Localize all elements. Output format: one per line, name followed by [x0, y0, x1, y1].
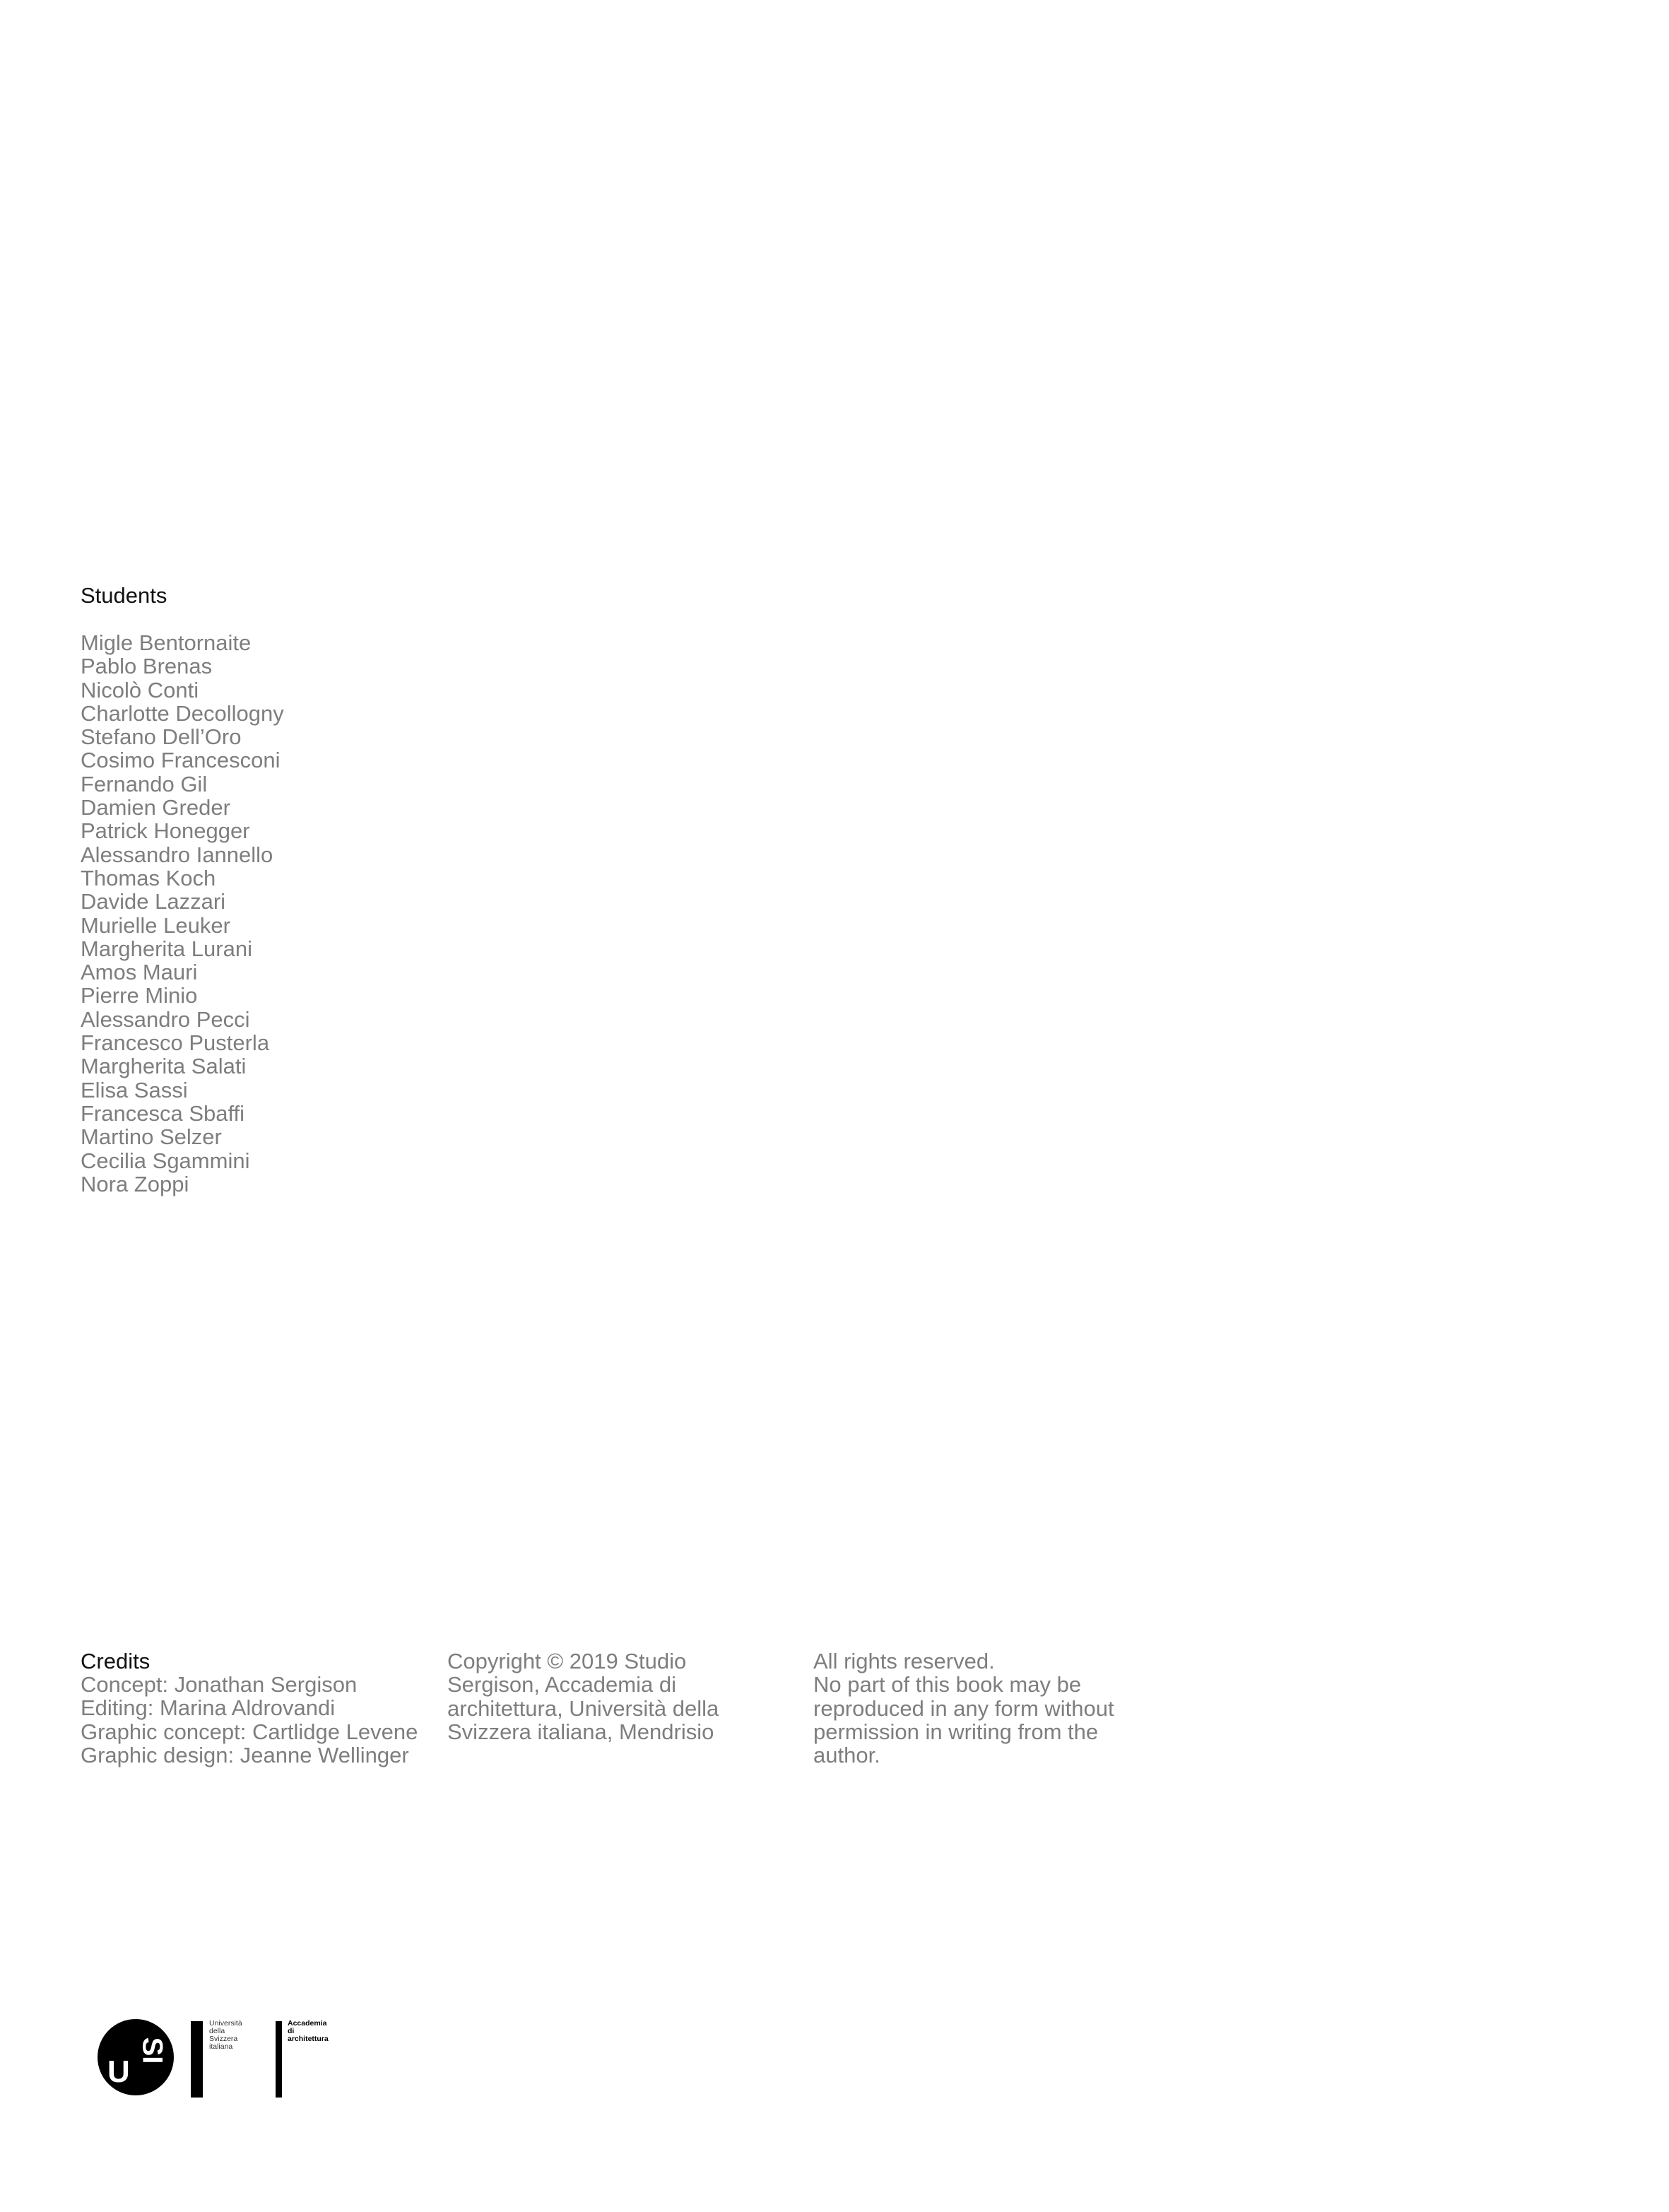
- student-name: Francesco Pusterla: [81, 1030, 270, 1056]
- students-heading: Students: [81, 583, 167, 608]
- student-name: Fernando Gil: [81, 771, 208, 796]
- student-name: Francesca Sbaffi: [81, 1100, 245, 1126]
- student-name: Cosimo Francesconi: [81, 748, 281, 773]
- student-name: Murielle Leuker: [81, 912, 230, 938]
- student-name: Margherita Lurani: [81, 936, 252, 961]
- student-name: Alessandro Pecci: [81, 1006, 250, 1032]
- student-name: Pierre Minio: [81, 983, 198, 1008]
- accademia-logo-text: [288, 2020, 329, 2043]
- usi-logo-line: della: [209, 2027, 225, 2035]
- student-name: Patrick Honegger: [81, 818, 250, 844]
- rights-line-1: All rights reserved.: [813, 1649, 995, 1673]
- student-name: Stefano Dell’Oro: [81, 724, 242, 750]
- student-name: Elisa Sassi: [81, 1077, 188, 1102]
- usi-logo-mark: [98, 2019, 174, 2095]
- credit-line: Graphic concept: Cartlidge Levene: [81, 1719, 418, 1744]
- credit-line: Graphic design: Jeanne Wellinger: [81, 1742, 409, 1767]
- credits-block: [81, 1649, 434, 1767]
- credits-heading: Credits: [81, 1649, 151, 1673]
- copyright-notice: Copyright © 2019 Studio Sergison, Accademia di architettura, Università della Svizzera italiana, Mendrisio: [447, 1649, 719, 1744]
- accademia-logo-bar: [276, 2021, 282, 2098]
- accademia-logo-line: Accademia: [288, 2019, 327, 2028]
- student-name: Migle Bentornaite: [81, 630, 252, 655]
- usi-logo-u: U: [107, 2054, 130, 2089]
- student-name: Margherita Salati: [81, 1054, 247, 1079]
- student-name: Martino Selzer: [81, 1124, 222, 1150]
- student-name: Amos Mauri: [81, 960, 198, 985]
- student-name: Nora Zoppi: [81, 1171, 189, 1196]
- rights-notice: [813, 1649, 1131, 1767]
- student-name: Pablo Brenas: [81, 654, 213, 679]
- student-name: Davide Lazzari: [81, 889, 226, 914]
- credit-line: Editing: Marina Aldrovandi: [81, 1695, 336, 1721]
- usi-logo-text: [209, 2020, 242, 2051]
- accademia-logo-line: architettura: [288, 2035, 329, 2043]
- usi-logo-si: SI: [136, 2037, 168, 2064]
- student-name: Charlotte Decollogny: [81, 700, 284, 726]
- students-list: [81, 631, 284, 1196]
- rights-line-2: No part of this book may be reproduced in any form without permission in writing from the author.: [813, 1672, 1114, 1768]
- accademia-logo-line: di: [288, 2027, 295, 2035]
- usi-logo-bar: [191, 2021, 203, 2098]
- student-name: Nicolò Conti: [81, 677, 199, 702]
- student-name: Cecilia Sgammini: [81, 1148, 250, 1173]
- usi-logo-line: italiana: [209, 2042, 233, 2051]
- credits-lines: [81, 1673, 434, 1767]
- student-name: Thomas Koch: [81, 865, 216, 890]
- usi-logo-line: Università: [209, 2019, 242, 2028]
- usi-logo-line: Svizzera: [209, 2035, 238, 2043]
- student-name: Alessandro Iannello: [81, 842, 273, 867]
- student-name: Damien Greder: [81, 795, 230, 820]
- credit-line: Concept: Jonathan Sergison: [81, 1672, 358, 1697]
